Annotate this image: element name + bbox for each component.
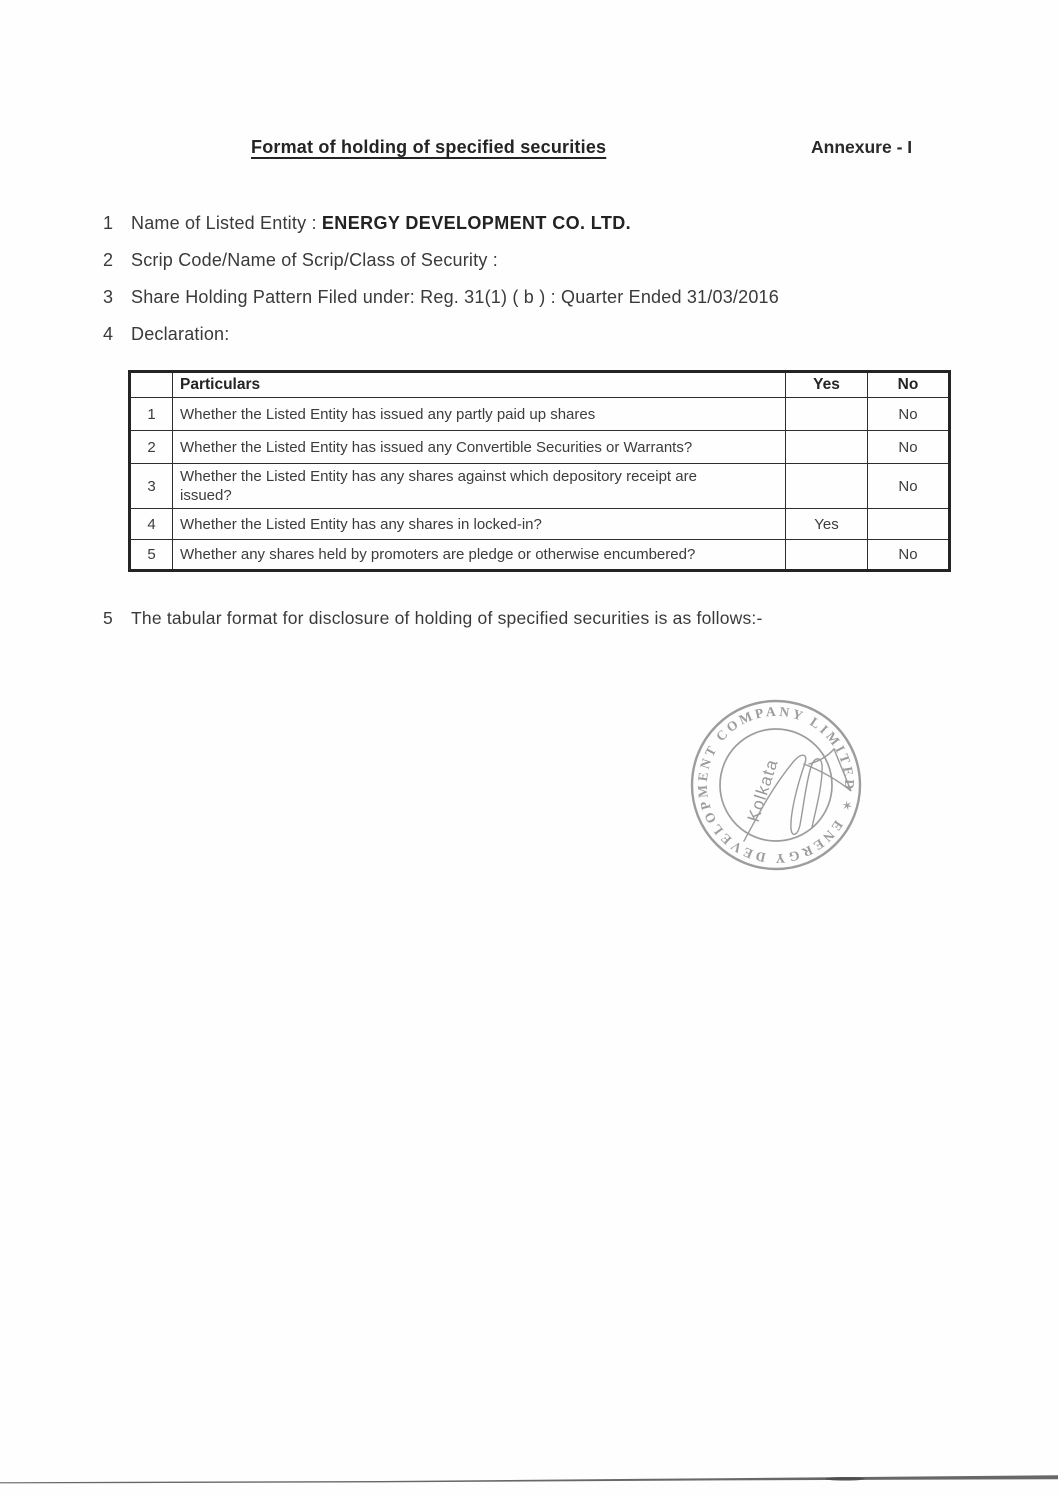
cell-yes: [786, 540, 868, 571]
header-no: No: [868, 372, 950, 398]
item-label: Share Holding Pattern Filed under: Reg. 31(1) ( b ) : Quarter Ended 31/03/2016: [131, 287, 779, 307]
cell-yes: [786, 431, 868, 464]
cell-serial: 2: [130, 431, 173, 464]
declaration-table: [128, 370, 951, 572]
table-row: [130, 464, 950, 509]
paper-edge-line: [0, 1468, 1058, 1488]
table-row: [130, 431, 950, 464]
header-yes: Yes: [786, 372, 868, 398]
cell-yes: Yes: [786, 509, 868, 540]
item-number: 4: [103, 324, 114, 344]
cell-no: [868, 509, 950, 540]
cell-serial: 4: [130, 509, 173, 540]
cell-particulars: Whether the Listed Entity has issued any Convertible Securities or Warrants?: [173, 431, 786, 464]
table-row: [130, 509, 950, 540]
list-item-scrip-code: [103, 249, 498, 271]
list-item-tabular-format: [103, 607, 763, 629]
cell-no: No: [868, 431, 950, 464]
item-label: Declaration:: [131, 324, 230, 344]
item-number: 5: [103, 608, 113, 628]
page-title: Format of holding of specified securities: [251, 137, 607, 157]
cell-yes: [786, 398, 868, 431]
stamp-ring-text: ENERGY DEVELOPMENT COMPANY LIMITED ✶: [694, 703, 858, 867]
cell-particulars: Whether the Listed Entity has issued any partly paid up shares: [173, 398, 786, 431]
table-row: [130, 540, 950, 571]
list-item-filing-reg: [103, 286, 779, 308]
table-header-row: [130, 372, 950, 398]
cell-no: No: [868, 398, 950, 431]
item-number: 3: [103, 287, 114, 307]
list-item-entity-name: [103, 212, 631, 234]
item-label: Scrip Code/Name of Scrip/Class of Security :: [131, 250, 498, 270]
cell-serial: 1: [130, 398, 173, 431]
annexure-label: Annexure - I: [811, 137, 913, 157]
header-particulars: Particulars: [173, 372, 786, 398]
item-number: 1: [103, 213, 114, 233]
cell-particulars: Whether the Listed Entity has any shares in locked-in?: [173, 509, 786, 540]
item-label: The tabular format for disclosure of holding of specified securities is as follows:-: [131, 608, 763, 628]
list-item-declaration: [103, 323, 229, 345]
cell-particulars: Whether the Listed Entity has any shares against which depository receipt are issued?: [173, 464, 786, 509]
item-label: Name of Listed Entity :: [131, 213, 317, 233]
cell-no: No: [868, 464, 950, 509]
cell-no: No: [868, 540, 950, 571]
cell-serial: 3: [130, 464, 173, 509]
entity-name-value: ENERGY DEVELOPMENT CO. LTD.: [321, 213, 632, 233]
header-serial: [130, 372, 173, 398]
cell-serial: 5: [130, 540, 173, 571]
company-stamp: [684, 691, 874, 881]
stamp-city-text: Kolkata: [743, 756, 782, 825]
table-row: [130, 398, 950, 431]
cell-particulars: Whether any shares held by promoters are pledge or otherwise encumbered?: [173, 540, 786, 571]
cell-yes: [786, 464, 868, 509]
item-number: 2: [103, 250, 114, 270]
